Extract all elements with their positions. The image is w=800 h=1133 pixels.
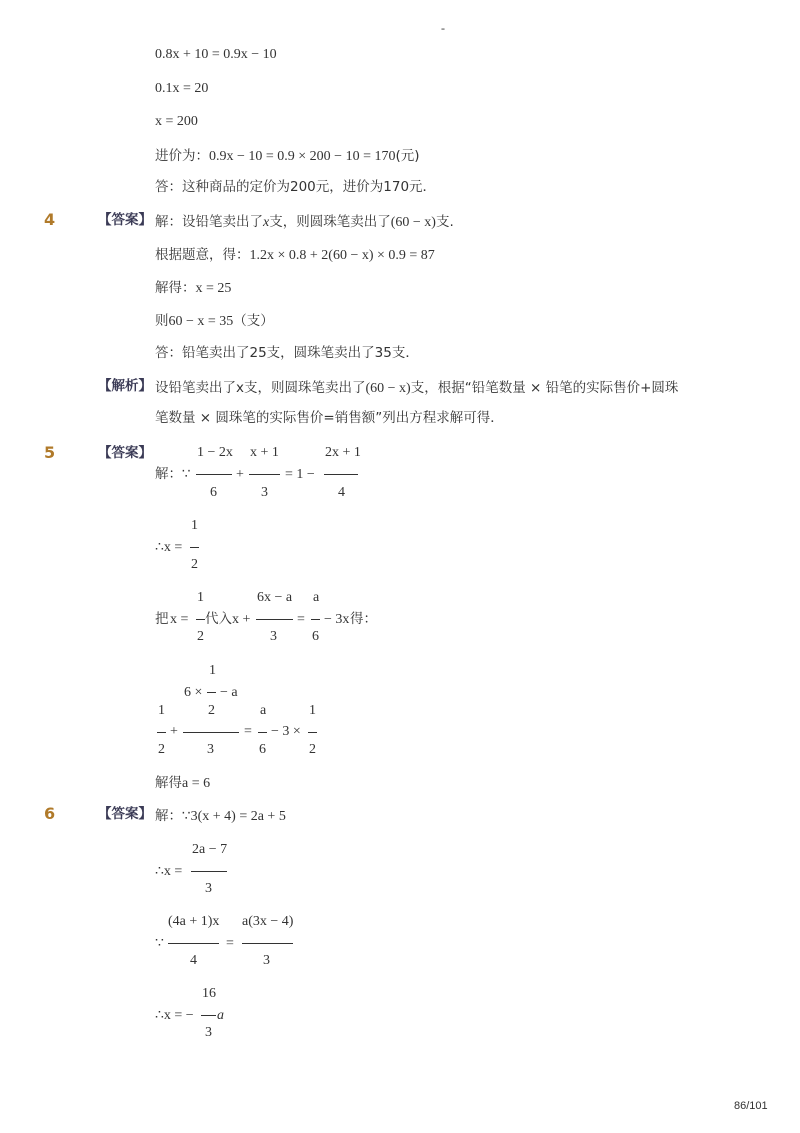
text: 则 [155, 313, 169, 329]
inner-fraction-denominator: 2 [208, 703, 215, 718]
fraction-bar [256, 619, 293, 620]
math: (60 − x) [365, 381, 411, 396]
math: ∵ [155, 936, 164, 951]
cost-prefix: 进价为： [155, 148, 209, 164]
fraction-bar [324, 474, 358, 475]
fraction-bar [242, 943, 293, 944]
operator: = [244, 724, 252, 739]
fraction-numerator: 2a − 7 [192, 842, 228, 857]
math: ∴x = [155, 540, 183, 555]
fraction-numerator: a(3x − 4) [242, 914, 294, 929]
fraction-denominator: 2 [309, 742, 316, 757]
fraction-bar [207, 692, 216, 693]
math: ∴x = [155, 864, 183, 879]
operator: = [297, 612, 305, 627]
text: 把 [155, 611, 169, 627]
fraction-numerator: 1 − 2x [197, 445, 233, 460]
math: x = [170, 612, 189, 627]
fraction-denominator: 3 [263, 953, 270, 968]
equation-line: 0.1x = 20 [155, 81, 209, 96]
fraction-bar [168, 943, 219, 944]
equation-line: x = 200 [155, 114, 198, 129]
text: 根据题意，得： [155, 247, 250, 263]
q4-line2 [155, 247, 435, 263]
fraction-bar [196, 619, 205, 620]
fraction-denominator: 3 [261, 485, 268, 500]
page-number: 86/101 [734, 1100, 768, 1112]
math: 1.2x × 0.8 + 2(60 − x) × 0.9 = 87 [249, 248, 435, 263]
q4-line3 [155, 280, 231, 296]
text: 解：设铅笔卖出了 [155, 214, 263, 230]
operator: = 1 − [285, 467, 315, 482]
fraction-bar [190, 547, 199, 548]
fraction-bar [157, 732, 166, 733]
operator: = [226, 936, 234, 951]
fraction-numerator: (4a + 1)x [168, 914, 220, 929]
answer-label: 【答案】 [98, 212, 152, 228]
q5-result [155, 775, 210, 791]
fraction-denominator: 4 [338, 485, 345, 500]
math: 3(x + 4) = 2a + 5 [190, 809, 286, 824]
math: a [217, 1008, 224, 1023]
text: 解得： [155, 280, 196, 296]
fraction-denominator: 2 [158, 742, 165, 757]
math: 6 × [184, 685, 203, 700]
fraction-numerator: x + 1 [250, 445, 279, 460]
fraction-bar [201, 1015, 216, 1016]
fraction-denominator: 6 [210, 485, 217, 500]
question-number: 6 [44, 804, 56, 823]
text: 代入 [205, 611, 232, 627]
answer-label: 【答案】 [98, 445, 152, 461]
fraction-denominator: 4 [190, 953, 197, 968]
fraction-numerator: 1 [191, 518, 198, 533]
text: （支） [233, 313, 274, 329]
fraction-bar [311, 619, 320, 620]
fraction-bar [258, 732, 267, 733]
fraction-denominator: 6 [312, 629, 319, 644]
operator: + [236, 467, 244, 482]
text: 解：∵ [155, 808, 191, 824]
q6-line1 [155, 808, 286, 824]
q4-line4 [155, 313, 274, 329]
text: 支. [435, 214, 454, 230]
math: x = 25 [195, 281, 232, 296]
fraction-numerator: 1 [158, 703, 165, 718]
fraction-denominator: 3 [205, 1025, 212, 1040]
cost-expression: 0.9x − 10 = 0.9 × 200 − 10 = 170 [209, 149, 396, 164]
answer-line: 答：这种商品的定价为200元，进价为170元． [155, 179, 437, 195]
fraction-bar [196, 474, 232, 475]
text: 支，则圆珠笔卖出了 [269, 214, 391, 230]
cost-line [155, 148, 420, 164]
math: x + [232, 612, 251, 627]
math: ∴x = − [155, 1008, 194, 1023]
math: − 3 × [271, 724, 301, 739]
math: a = 6 [182, 776, 211, 791]
fraction-numerator: a [260, 703, 267, 718]
inner-fraction-numerator: 1 [209, 663, 216, 678]
analysis-line1 [155, 380, 678, 396]
header-mark: - [441, 21, 445, 35]
fraction-numerator: 1 [197, 590, 204, 605]
cost-unit: (元) [395, 148, 420, 164]
question-number: 4 [44, 210, 56, 229]
analysis-line2: 笔数量 × 圆珠笔的实际售价=销售额”列出方程求解可得． [155, 410, 504, 426]
fraction-bar [191, 871, 227, 872]
text: 设铅笔卖出了x支，则圆珠笔卖出了 [155, 380, 366, 396]
text: 得： [350, 611, 377, 627]
fraction-numerator: 16 [202, 986, 216, 1001]
fraction-denominator: 2 [191, 557, 198, 572]
fraction-numerator: 1 [309, 703, 316, 718]
math: − 3x [324, 612, 350, 627]
math: − a [220, 685, 238, 700]
equation-line: 0.8x + 10 = 0.9x − 10 [155, 47, 277, 62]
fraction-numerator: 6x − a [257, 590, 293, 605]
text: 解得 [155, 775, 182, 791]
text: 解：∵ [155, 466, 191, 482]
math: 60 − x = 35 [168, 314, 234, 329]
analysis-label: 【解析】 [98, 378, 152, 394]
fraction-numerator: 2x + 1 [325, 445, 361, 460]
q4-answer-line: 答：铅笔卖出了25支，圆珠笔卖出了35支． [155, 345, 419, 361]
fraction-bar [249, 474, 280, 475]
fraction-denominator: 3 [270, 629, 277, 644]
operator: + [170, 724, 178, 739]
question-number: 5 [44, 443, 56, 462]
fraction-denominator: 2 [197, 629, 204, 644]
text: 支，根据“铅笔数量 × 铅笔的实际售价+圆珠 [410, 380, 679, 396]
math: (60 − x) [390, 215, 436, 230]
answer-label: 【答案】 [98, 806, 152, 822]
fraction-bar [183, 732, 239, 733]
fraction-numerator: a [313, 590, 320, 605]
fraction-denominator: 6 [259, 742, 266, 757]
fraction-denominator: 3 [205, 881, 212, 896]
q4-line1: 解：设铅笔卖出了x支，则圆珠笔卖出了(60 − x)支. [155, 214, 454, 230]
fraction-bar [308, 732, 317, 733]
fraction-denominator: 3 [207, 742, 214, 757]
